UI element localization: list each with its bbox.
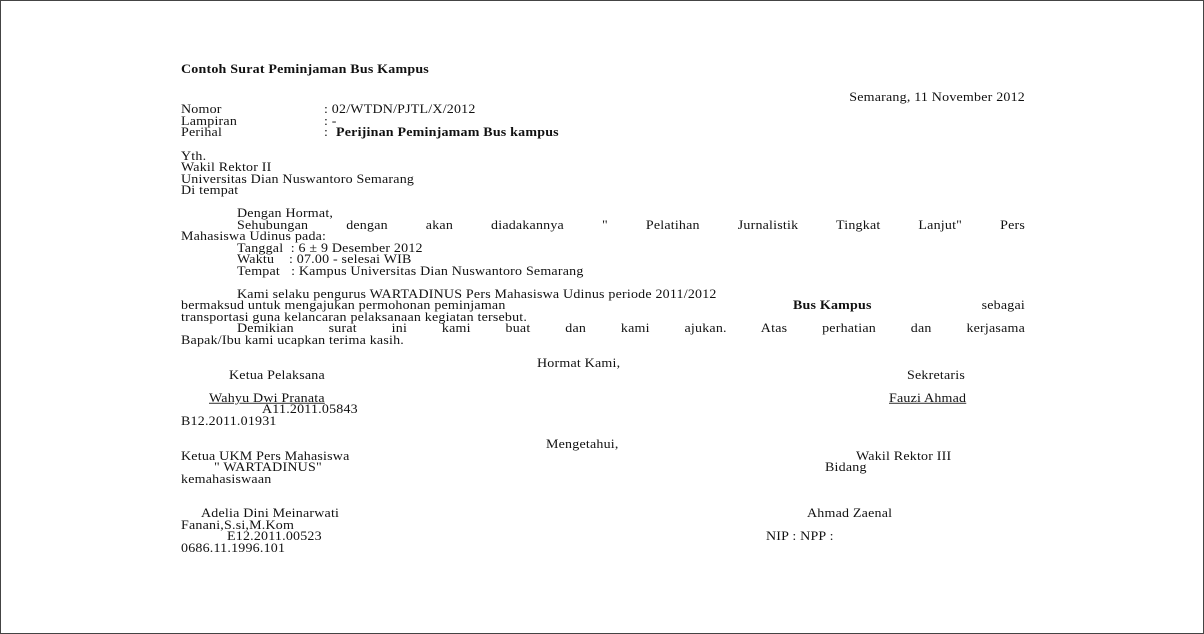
ketua-pelaksana-id: A11.2011.05843 bbox=[262, 403, 358, 417]
wakil-rektor-name-2: Fanani,S.si,M.Kom bbox=[181, 519, 295, 533]
paragraph-3-line-1: Demikian surat ini kami buat dan kami ajukan. Atas perhatian dan kerjasama bbox=[237, 322, 1025, 336]
wakil-rektor-line-3: kemahasiswaan bbox=[181, 473, 272, 487]
lampiran-label: Lampiran bbox=[181, 115, 238, 129]
paragraph-2-bus-kampus: Bus Kampus bbox=[793, 299, 872, 313]
paragraph-2-line-1: Kami selaku pengurus WARTADINUS Pers Mahasiswa Udinus periode 2011/2012 bbox=[237, 288, 717, 302]
paragraph-2-line-3: transportasi guna kelancaran pelaksanaan kegiatan tersebut. bbox=[181, 311, 528, 325]
letter-date: Semarang, 11 November 2012 bbox=[849, 91, 1025, 105]
event-place: Tempat : Kampus Universitas Dian Nuswantoro Semarang bbox=[237, 265, 584, 279]
paragraph-3-line-2: Bapak/Ibu kami ucapkan terima kasih. bbox=[181, 334, 404, 348]
recipient-line-4: Di tempat bbox=[181, 184, 239, 198]
sekretaris-name: Fauzi Ahmad bbox=[889, 392, 967, 406]
ketua-ukm-id: E12.2011.00523 bbox=[227, 530, 322, 544]
wakil-rektor-line-2: Bidang bbox=[825, 461, 867, 475]
lampiran-value: : - bbox=[324, 115, 337, 129]
perihal-colon: : bbox=[324, 126, 329, 140]
nomor-label: Nomor bbox=[181, 103, 222, 117]
event-date: Tanggal : 6 ± 9 Desember 2012 bbox=[237, 242, 423, 256]
paragraph-1-line-1: Sehubungan dengan akan diadakannya " Pelatihan Jurnalistik Tingkat Lanjut" Pers bbox=[237, 219, 1025, 233]
paragraph-1-line-2: Mahasiswa Udinus pada: bbox=[181, 230, 327, 244]
wakil-rektor-line-1: Wakil Rektor III bbox=[856, 450, 952, 464]
ketua-pelaksana-label: Ketua Pelaksana bbox=[229, 369, 325, 383]
mengetahui: Mengetahui, bbox=[546, 438, 619, 452]
recipient-line-2: Wakil Rektor II bbox=[181, 161, 272, 175]
recipient-line-3: Universitas Dian Nuswantoro Semarang bbox=[181, 173, 415, 187]
ketua-ukm-line-2: " WARTADINUS" bbox=[214, 461, 322, 475]
letter-title: Contoh Surat Peminjaman Bus Kampus bbox=[181, 63, 429, 77]
perihal-value: Perijinan Peminjamam Bus kampus bbox=[336, 126, 559, 140]
perihal-label: Perihal bbox=[181, 126, 223, 140]
sekretaris-label: Sekretaris bbox=[907, 369, 965, 383]
closing-hormat: Hormat Kami, bbox=[537, 357, 621, 371]
ketua-ukm-name: Adelia Dini Meinarwati bbox=[201, 507, 340, 521]
nip-value: 0686.11.1996.101 bbox=[181, 542, 286, 556]
ketua-ukm-line-1: Ketua UKM Pers Mahasiswa bbox=[181, 450, 350, 464]
paragraph-2-line-2-part-a: bermaksud untuk mengajukan permohonan peminjaman bbox=[181, 299, 506, 313]
event-time: Waktu : 07.00 - selesai WIB bbox=[237, 253, 412, 267]
ketua-pelaksana-name: Wahyu Dwi Pranata bbox=[209, 392, 325, 406]
recipient-line-1: Yth. bbox=[181, 150, 207, 164]
paragraph-2-line-2-part-c: sebagai bbox=[981, 299, 1025, 313]
greeting: Dengan Hormat, bbox=[237, 207, 334, 221]
sekretaris-id: B12.2011.01931 bbox=[181, 415, 277, 429]
wakil-rektor-name-1: Ahmad Zaenal bbox=[807, 507, 893, 521]
nip-label: NIP : NPP : bbox=[766, 530, 834, 544]
nomor-value: : 02/WTDN/PJTL/X/2012 bbox=[324, 103, 476, 117]
